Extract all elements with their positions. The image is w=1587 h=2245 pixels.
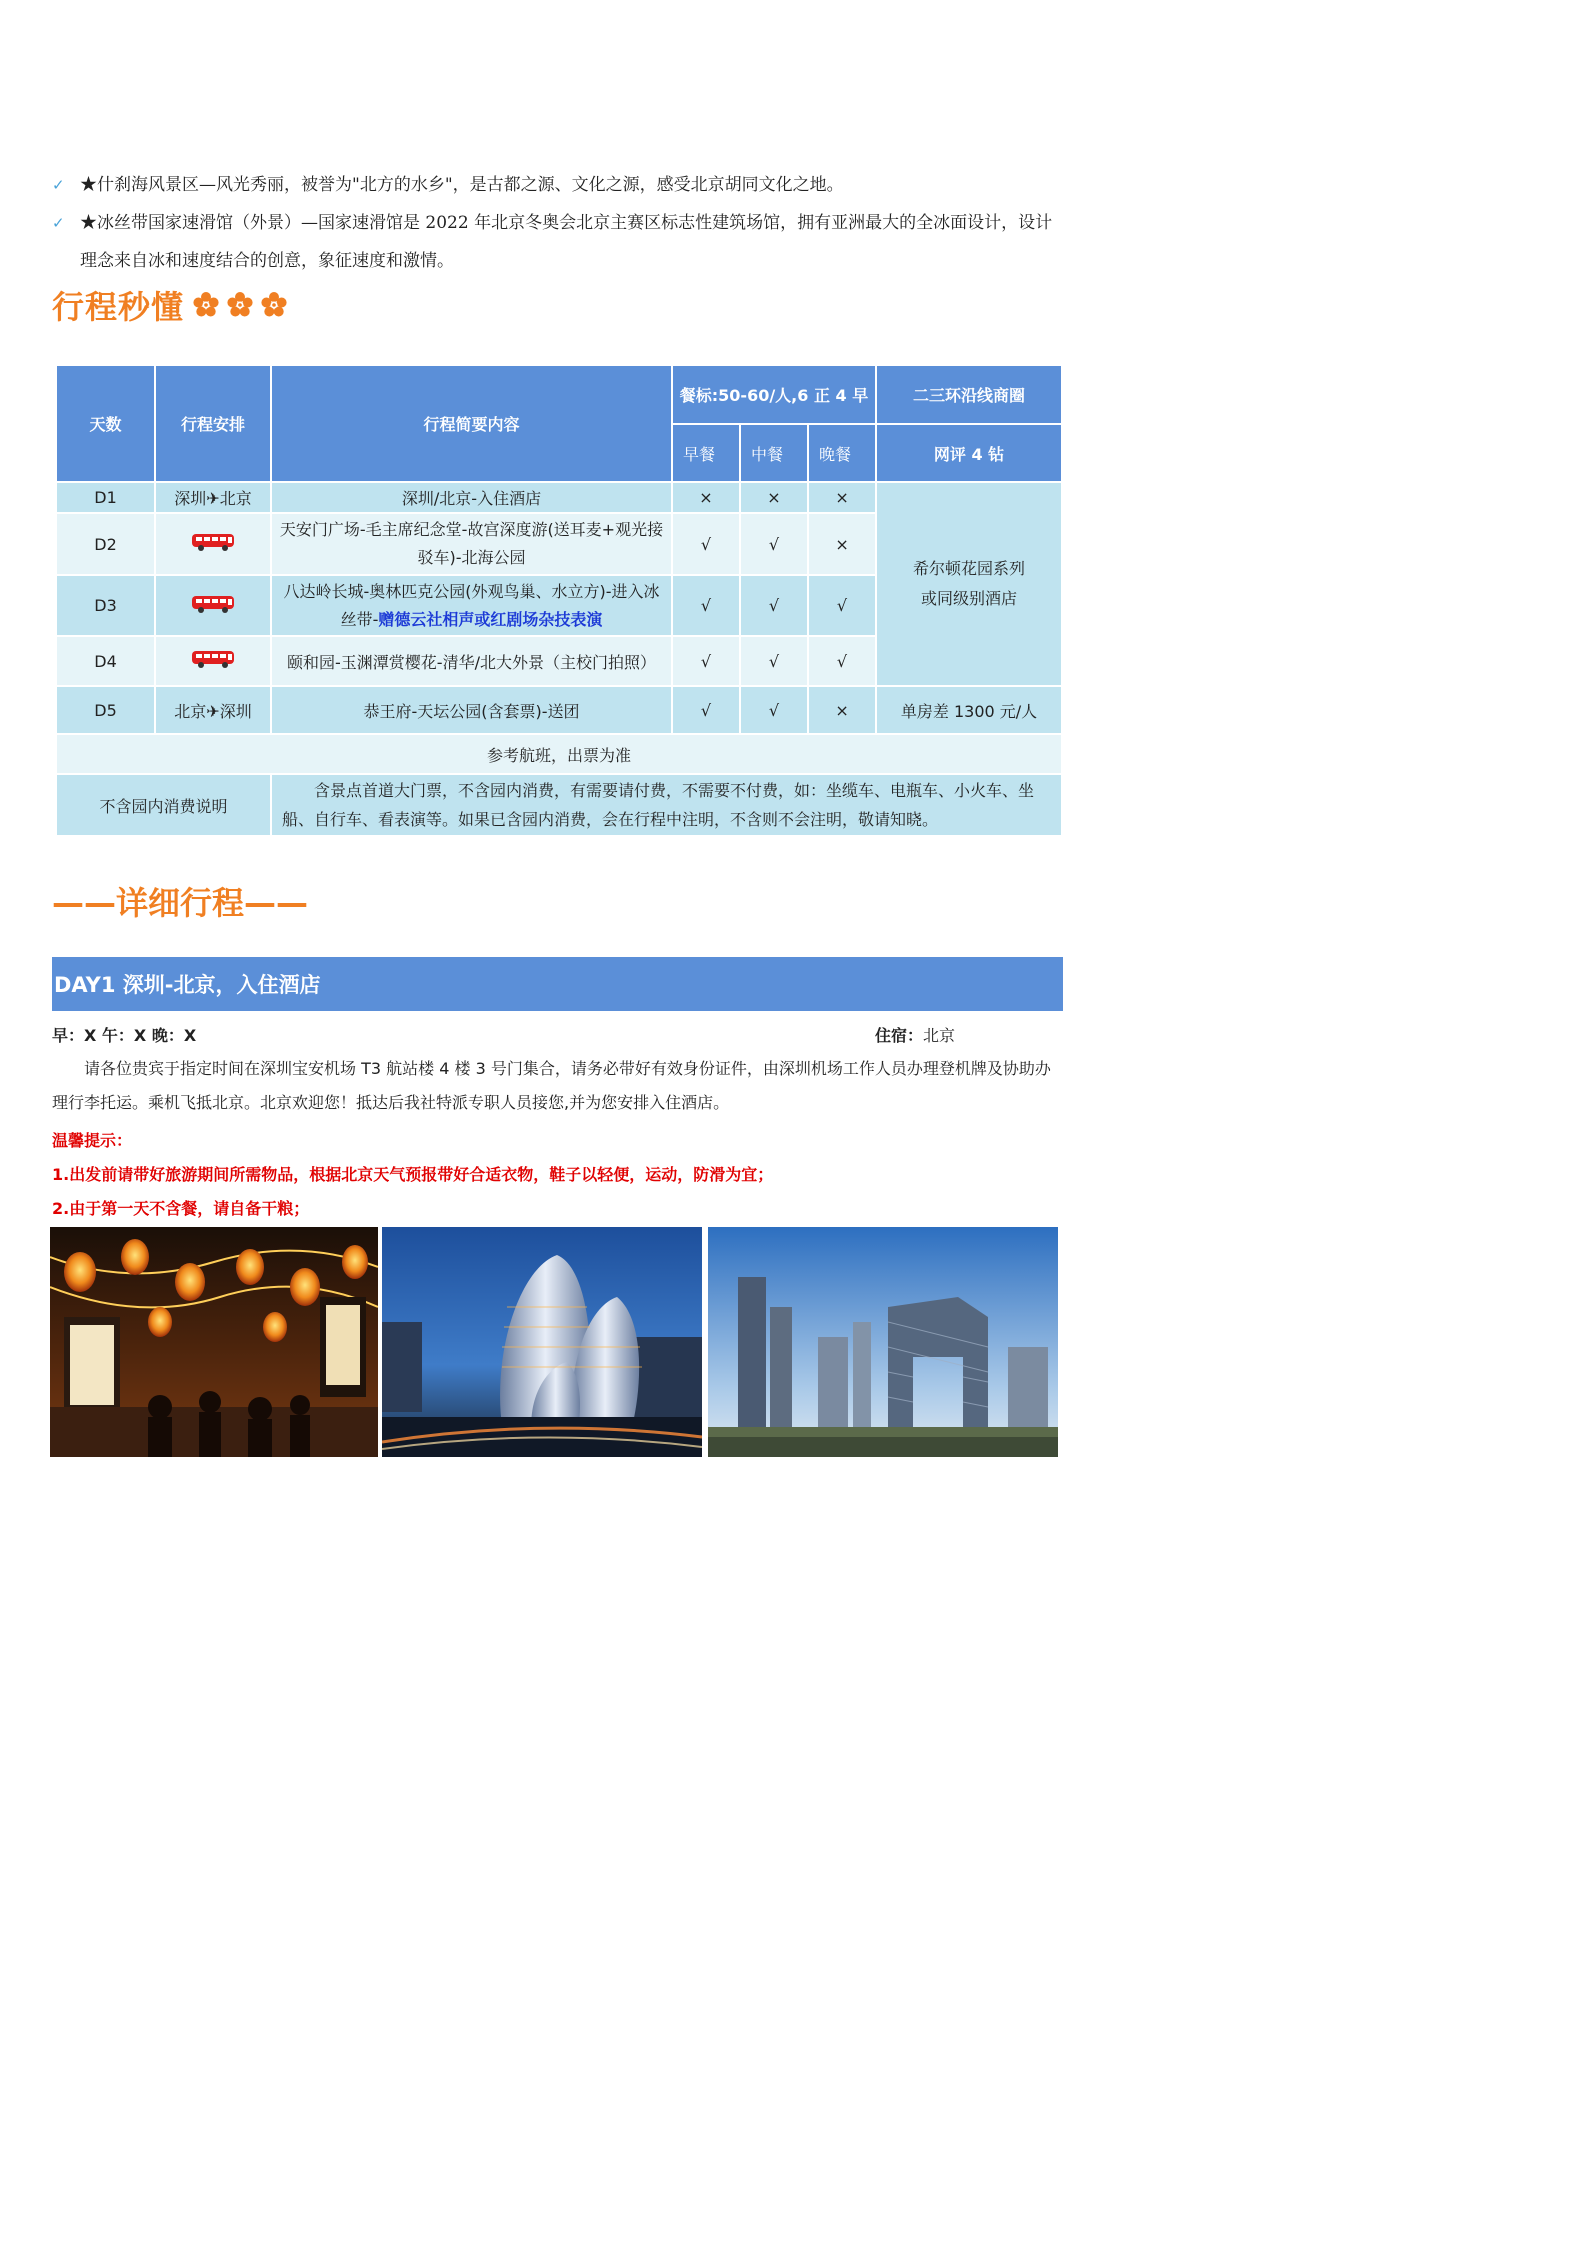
table-row (56, 734, 1062, 774)
content-cell: 天安门广场-毛主席纪念堂-故宫深度游(送耳麦+观光接驳车)-北海公园 (271, 513, 672, 575)
flower-icon (226, 291, 254, 319)
day-cell: D1 (56, 482, 155, 513)
flight-note: 参考航班，出票为准 (56, 734, 1062, 774)
tips-title: 温馨提示： (52, 1131, 133, 1150)
bus-icon (191, 649, 235, 669)
lunch-cell: × (740, 482, 808, 513)
tip-item: 1.出发前请带好旅游期间所需物品，根据北京天气预报带好合适衣物，鞋子以轻便，运动，防滑为宜； (52, 1165, 774, 1184)
route-cell (155, 636, 271, 686)
content-cell (271, 575, 672, 636)
breakfast-cell: √ (672, 575, 740, 636)
section-title-text: 行程秒懂 (52, 288, 185, 326)
dinner-cell: × (808, 513, 876, 575)
lunch-cell: √ (740, 513, 808, 575)
list-item (52, 166, 1062, 204)
detail-section-title: ——详细行程—— (52, 884, 309, 922)
tips-block (52, 1124, 1062, 1226)
bus-icon (191, 594, 235, 614)
gift-highlight: 赠德云社相声或红剧场杂技表演 (378, 609, 603, 629)
content-cell: 颐和园-玉渊潭赏樱花-清华/北大外景（主校门拍照） (271, 636, 672, 686)
header-breakfast: 早餐 (672, 424, 740, 482)
breakfast-cell: √ (672, 513, 740, 575)
photo-night-street (50, 1227, 378, 1457)
content-text: 八达岭长城-奥林匹克公园(外观鸟巢、水立方)-进入冰丝带- (283, 581, 660, 629)
list-item (52, 204, 1062, 280)
lunch-cell: √ (740, 575, 808, 636)
content-cell: 深圳/北京-入住酒店 (271, 482, 672, 513)
route-cell: 深圳✈北京 (155, 482, 271, 513)
route-cell (155, 575, 271, 636)
photo-curved-towers (382, 1227, 702, 1457)
day-cell: D3 (56, 575, 155, 636)
day-cell: D4 (56, 636, 155, 686)
header-lunch: 中餐 (740, 424, 808, 482)
header-hotel-area: 二三环沿线商圈 (876, 365, 1062, 424)
dinner-cell: × (808, 686, 876, 734)
single-supplement-cell: 单房差 1300 元/人 (876, 686, 1062, 734)
highlight-text: ★冰丝带国家速滑馆（外景）—国家速滑馆是 2022 年北京冬奥会北京主赛区标志性建筑场馆，拥有亚洲最大的全冰面设计，设计理念来自冰和速度结合的创意，象征速度和激情。 (80, 213, 1053, 271)
check-icon: ✓ (52, 214, 65, 232)
header-arrangement: 行程安排 (155, 365, 271, 482)
photo-city-skyline (708, 1227, 1058, 1457)
breakfast-cell: √ (672, 686, 740, 734)
dinner-cell: √ (808, 575, 876, 636)
lodging-info (875, 1023, 955, 1046)
breakfast-cell: × (672, 482, 740, 513)
section-title (52, 282, 288, 328)
dinner-cell: √ (808, 636, 876, 686)
content-cell: 恭王府-天坛公园(含套票)-送团 (271, 686, 672, 734)
check-icon: ✓ (52, 176, 65, 194)
day-cell: D2 (56, 513, 155, 575)
table-row (56, 686, 1062, 734)
flower-icon (260, 291, 288, 319)
day1-header: DAY1 深圳-北京，入住酒店 (52, 957, 1063, 1011)
highlight-text: ★什刹海风景区—风光秀丽，被誉为"北方的水乡"，是古都之源、文化之源，感受北京胡同文化之地。 (80, 175, 844, 195)
lunch-cell: √ (740, 636, 808, 686)
table-row (56, 482, 1062, 513)
lunch-cell: √ (740, 686, 808, 734)
header-dinner: 晚餐 (808, 424, 876, 482)
lodging-label: 住宿： (875, 1026, 924, 1045)
table-row (56, 774, 1062, 836)
bus-icon (191, 532, 235, 552)
fee-text: 含景点首道大门票，不含园内消费，有需要请付费，不需要不付费，如：坐缆车、电瓶车、小火车、坐船、自行车、看表演等。如果已含园内消费，会在行程中注明，不含则不会注明，敬请知晓。 (271, 774, 1062, 836)
day1-description: 请各位贵宾于指定时间在深圳宝安机场 T3 航站楼 4 楼 3 号门集合，请务必带好有效身份证件，由深圳机场工作人员办理登机牌及协助办理行李托运。乘机飞抵北京。北京欢迎您！抵达后我社特派专职人员接您,并为您安排入住酒店。 (52, 1059, 1051, 1112)
lodging-value: 北京 (923, 1026, 956, 1045)
header-days: 天数 (56, 365, 155, 482)
day-cell: D5 (56, 686, 155, 734)
hotel-cell (876, 482, 1062, 686)
highlights-list (52, 166, 1062, 280)
header-meal-standard: 餐标:50-60/人,6 正 4 早 (672, 365, 876, 424)
hotel-line: 希尔顿花园系列 (913, 559, 1026, 578)
flower-decoration (192, 291, 288, 319)
meals-info: 早：X 午：X 晚：X (52, 1026, 197, 1045)
route-cell (155, 513, 271, 575)
route-cell: 北京✈深圳 (155, 686, 271, 734)
dinner-cell: × (808, 482, 876, 513)
hotel-line: 或同级别酒店 (921, 589, 1018, 608)
tip-item: 2.由于第一天不含餐，请自备干粮； (52, 1199, 310, 1218)
header-content: 行程简要内容 (271, 365, 672, 482)
fee-label: 不含园内消费说明 (56, 774, 271, 836)
breakfast-cell: √ (672, 636, 740, 686)
header-hotel-rating: 网评 4 钻 (876, 424, 1062, 482)
itinerary-summary-table (55, 364, 1063, 837)
flower-icon (192, 291, 220, 319)
